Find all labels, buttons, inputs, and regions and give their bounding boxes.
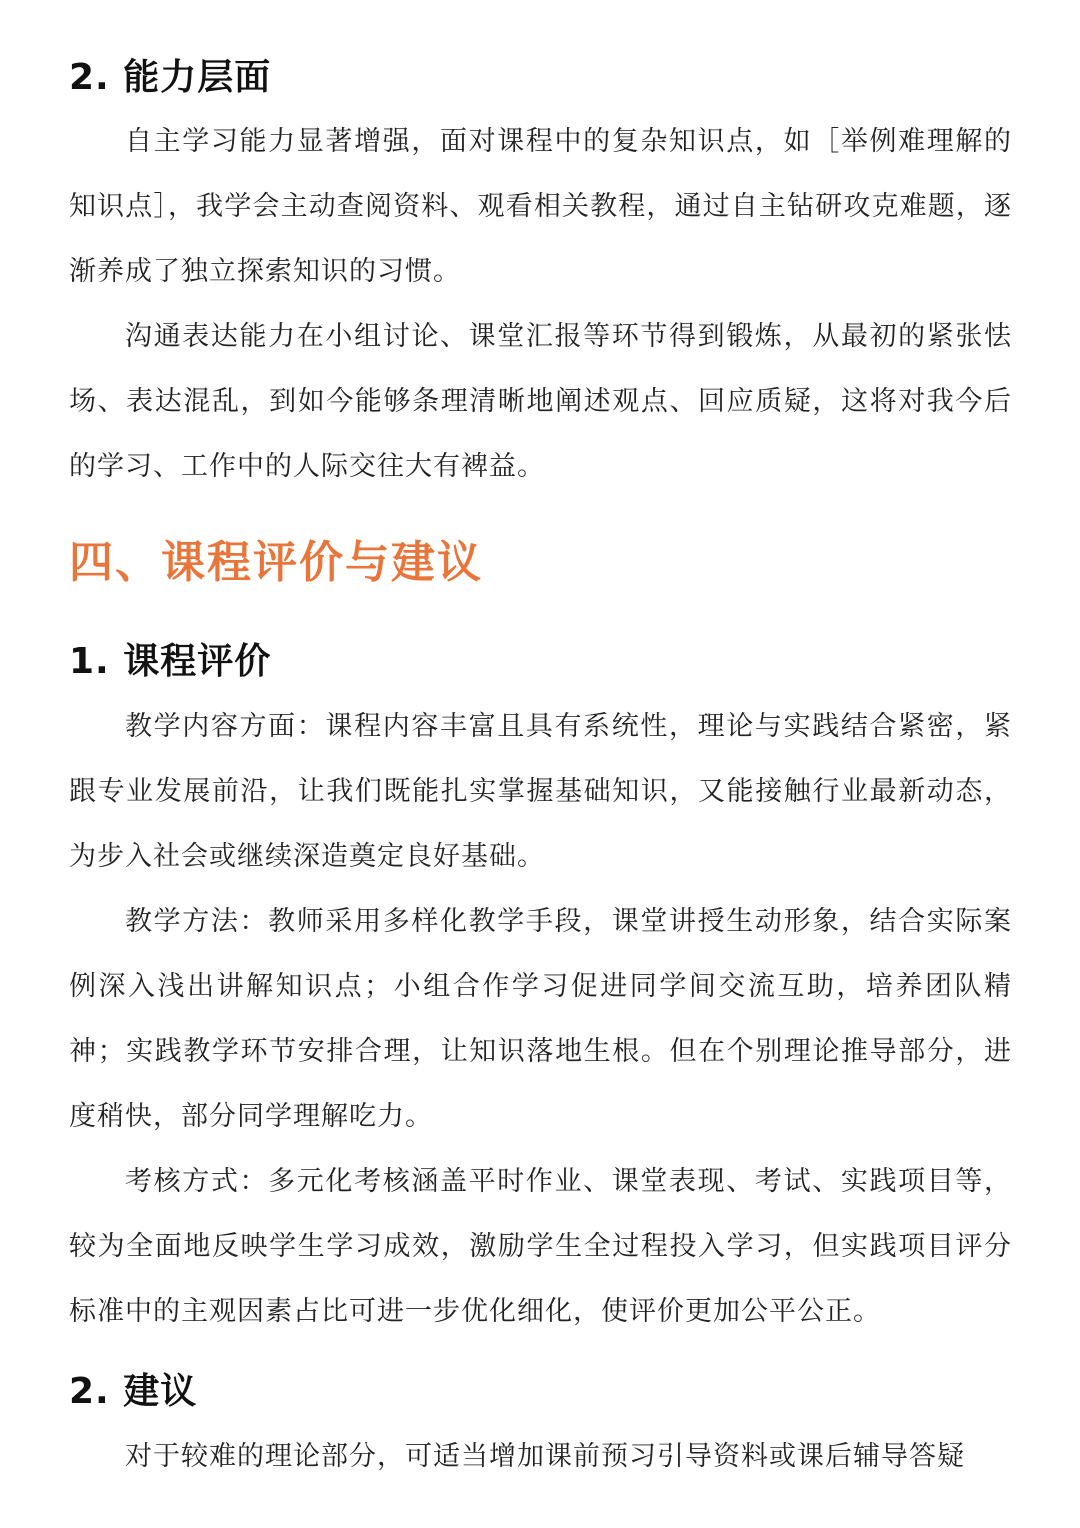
ability-heading: 2. 能力层面 (69, 57, 272, 98)
suggestion-paragraph: 对于较难的理论部分，可适当增加课前预习引导资料或课后辅导答疑 (125, 1441, 965, 1472)
evaluation-paragraph-method: 教学方法：教师采用多样化教学手段，课堂讲授生动形象，结合实际案例深入浅出讲解知识点；小组合作学习促进同学间交流互助，培养团队精神；实践教学环节安排合理，让知识落地生根。但在个别理论推导部分，进度稍快，部分同学理解吃力。 (69, 906, 1012, 1132)
evaluation-paragraph-content: 教学内容方面：课程内容丰富且具有系统性，理论与实践结合紧密，紧跟专业发展前沿，让我们既能扎实掌握基础知识，又能接触行业最新动态，为步入社会或继续深造奠定良好基础。 (69, 711, 1012, 872)
evaluation-paragraph-assessment: 考核方式：多元化考核涵盖平时作业、课堂表现、考试、实践项目等，较为全面地反映学生学习成效，激励学生全过程投入学习，但实践项目评分标准中的主观因素占比可进一步优化细化，使评价更加公平公正。 (69, 1166, 1012, 1327)
suggestion-heading: 2. 建议 (69, 1371, 198, 1412)
section-title: 四、课程评价与建议 (69, 537, 483, 588)
ability-paragraph-2: 沟通表达能力在小组讨论、课堂汇报等环节得到锻炼，从最初的紧张怯场、表达混乱，到如今能够条理清晰地阐述观点、回应质疑，这将对我今后的学习、工作中的人际交往大有裨益。 (69, 321, 1012, 482)
ability-paragraph-1: 自主学习能力显著增强，面对课程中的复杂知识点，如［举例难理解的知识点］，我学会主动查阅资料、观看相关教程，通过自主钻研攻克难题，逐渐养成了独立探索知识的习惯。 (69, 126, 1012, 287)
evaluation-heading: 1. 课程评价 (69, 641, 272, 682)
